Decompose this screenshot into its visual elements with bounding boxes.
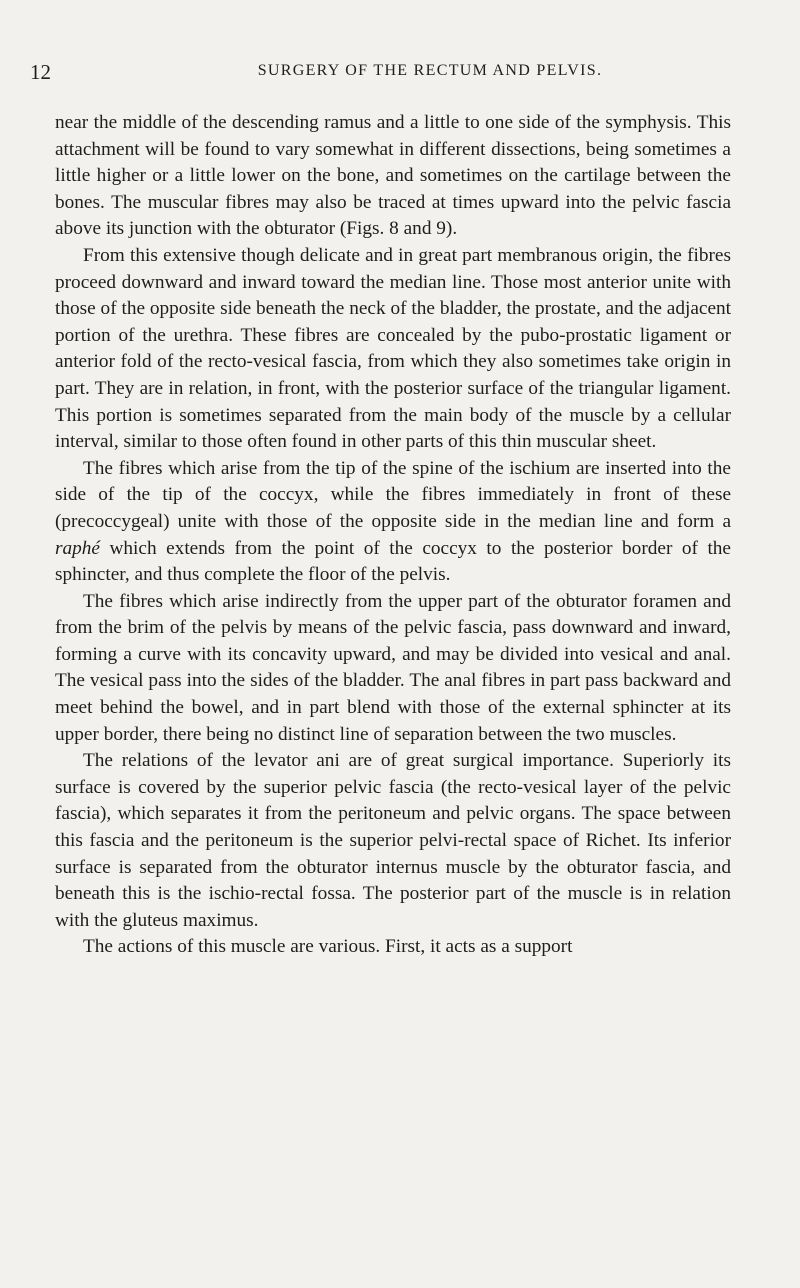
paragraph-5: The relations of the levator ani are of great surgical importance. Superiorly its surface is covered by the superior pelvic fascia (the recto-vesical layer of the pelvic fascia), which separates it from the peritoneum and pelvic organs. The space between this fascia and the peritoneum is the superior pelvi-rectal space of Richet. Its inferior surface is separated from the obturator internus muscle by the obturator fascia, and beneath this is the ischio-rectal fossa. The posterior part of the muscle is in relation with the gluteus maximus. xyxy=(55,750,731,931)
paragraph-3-part-2: which extends from the point of the coccyx to the posterior border of the sphincter, and thus complete the floor of the pelvis. xyxy=(55,537,731,586)
paragraph-6: The actions of this muscle are various. First, it acts as a support xyxy=(83,936,573,958)
page-number: 12 xyxy=(30,60,51,84)
paragraph-4: The fibres which arise indirectly from the upper part of the obturator foramen and from the brim of the pelvis by means of the pelvic fascia, pass downward and inward, forming a curve with its concavity upward, and may be divided into vesical and anal. The vesical pass into the sides of the bladder. The anal fibres in part pass backward and meet behind the bowel, and in part blend with those of the external sphincter at its upper border, there being no distinct line of separation between the two muscles. xyxy=(55,590,731,745)
raphe-term: raphé xyxy=(55,537,100,559)
paragraph-3 xyxy=(55,456,731,589)
paragraph-2: From this extensive though delicate and in great part membranous origin, the fibres proceed downward and inward toward the median line. Those most anterior unite with those of the opposite side beneath the neck of the bladder, the prostate, and the adjacent portion of the urethra. These fibres are concealed by the pubo-prostatic ligament or anterior fold of the recto-vesical fascia, from which they also sometimes take origin in part. They are in relation, in front, with the posterior surface of the triangular ligament. This portion is sometimes separated from the main body of the muscle by a cellular interval, similar to those often found in other parts of this thin muscular sheet. xyxy=(55,244,731,453)
body-text xyxy=(55,110,731,961)
running-title: SURGERY OF THE RECTUM AND PELVIS. xyxy=(257,62,603,79)
paragraph-1: near the middle of the descending ramus and a little to one side of the symphysis. This attachment will be found to vary somewhat in different dissections, being sometimes a little higher or a little lower on the bone, and sometimes on the cartilage between the bones. The muscular fibres may also be traced at times upward into the pelvic fascia above its junction with the obturator (Figs. 8 and 9). xyxy=(55,112,731,240)
paragraph-3-part-1: The fibres which arise from the tip of the spine of the ischium are inserted into the side of the tip of the coccyx, while the fibres immediately in front of these (precoccygeal) unite with those of the opposite side in the median line and form a xyxy=(55,457,731,532)
page-header xyxy=(0,60,800,90)
